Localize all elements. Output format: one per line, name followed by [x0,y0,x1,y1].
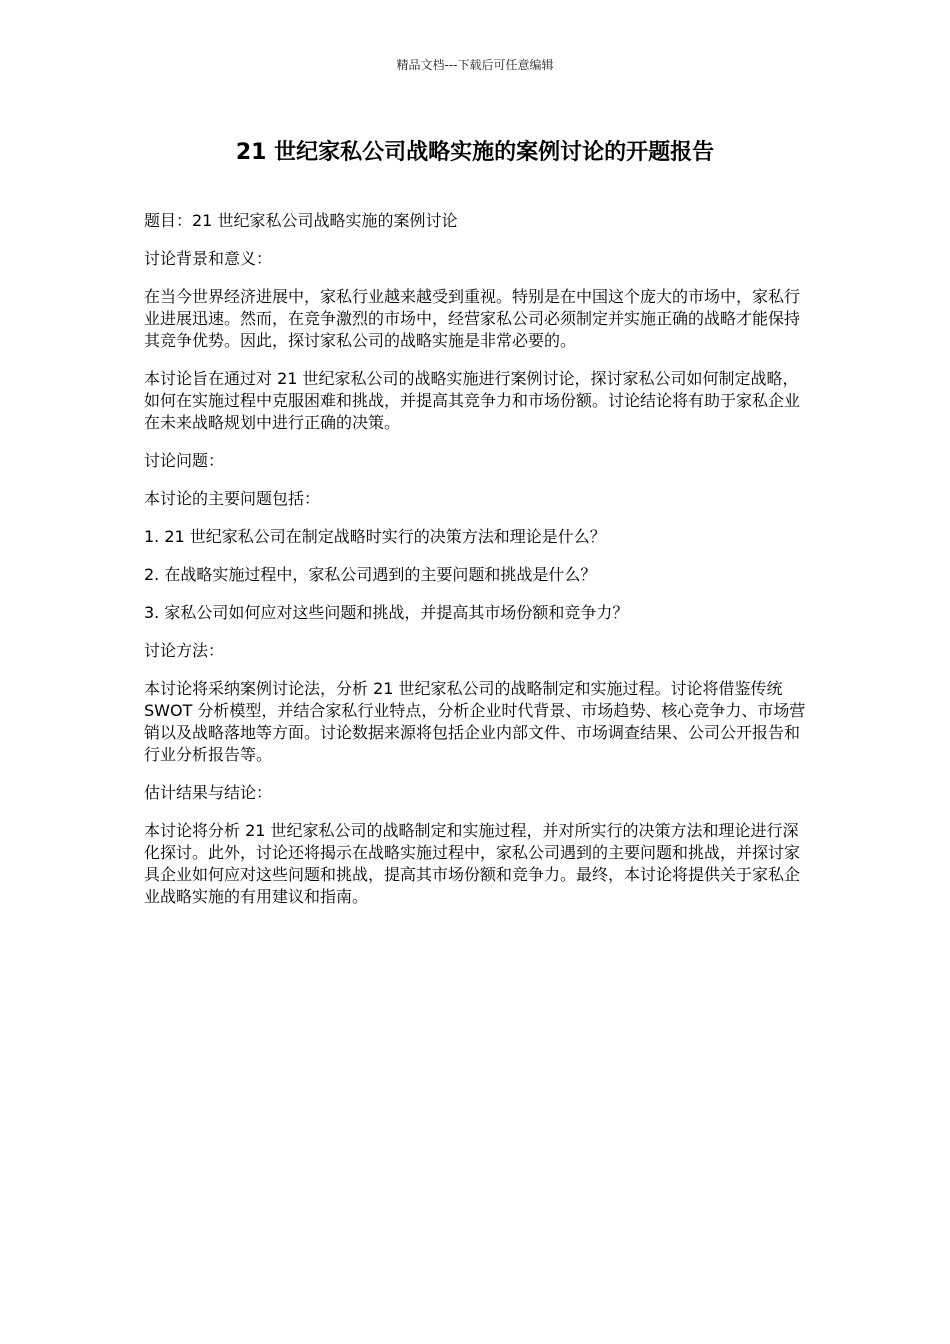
purpose-paragraph: 本讨论旨在通过对 21 世纪家私公司的战略实施进行案例讨论，探讨家私公司如何制定战略，如何在实施过程中克服困难和挑战，并提高其竞争力和市场份额。讨论结论将有助于家私企业在未来战略规划中进行正确的决策。 [144,369,801,432]
question-item-3: 3. 家私公司如何应对这些问题和挑战，并提高其市场份额和竞争力？ [144,603,629,622]
background-paragraph: 在当今世界经济进展中，家私行业越来越受到重视。特别是在中国这个庞大的市场中，家私行业进展迅速。然而，在竞争激烈的市场中，经营家私公司必须制定并实施正确的战略才能保持其竞争优势。因此，探讨家私公司的战略实施是非常必要的。 [144,287,801,350]
document-body [144,210,808,924]
methods-paragraph: 本讨论将采纳案例讨论法，分析 21 世纪家私公司的战略制定和实施过程。讨论将借鉴传统 SWOT 分析模型，并结合家私行业特点，分析企业时代背景、市场趋势、核心竞争力、市场营销以及战略落地等方面。讨论数据来源将包括企业内部文件、市场调查结果、公司公开报告和行业分析报告等。 [144,679,806,764]
question-item-1: 1. 21 世纪家私公司在制定战略时实行的决策方法和理论是什么？ [144,527,606,546]
topic-line: 题目：21 世纪家私公司战略实施的案例讨论 [144,211,458,230]
section-heading-background: 讨论背景和意义： [144,249,273,268]
section-heading-methods: 讨论方法： [144,641,225,660]
questions-intro: 本讨论的主要问题包括： [144,489,321,508]
section-heading-questions: 讨论问题： [144,451,225,470]
page-header-note: 精品文档---下载后可任意编辑 [396,58,554,72]
document-title: 21 世纪家私公司战略实施的案例讨论的开题报告 [235,140,715,165]
results-paragraph: 本讨论将分析 21 世纪家私公司的战略制定和实施过程，并对所实行的决策方法和理论进行深化探讨。此外，讨论还将揭示在战略实施过程中，家私公司遇到的主要问题和挑战，并探讨家具企业如何应对这些问题和挑战，提高其市场份额和竞争力。最终，本讨论将提供关于家私企业战略实施的有用建议和指南。 [144,821,801,906]
section-heading-results: 估计结果与结论： [144,783,273,802]
question-item-2: 2. 在战略实施过程中，家私公司遇到的主要问题和挑战是什么？ [144,565,597,584]
